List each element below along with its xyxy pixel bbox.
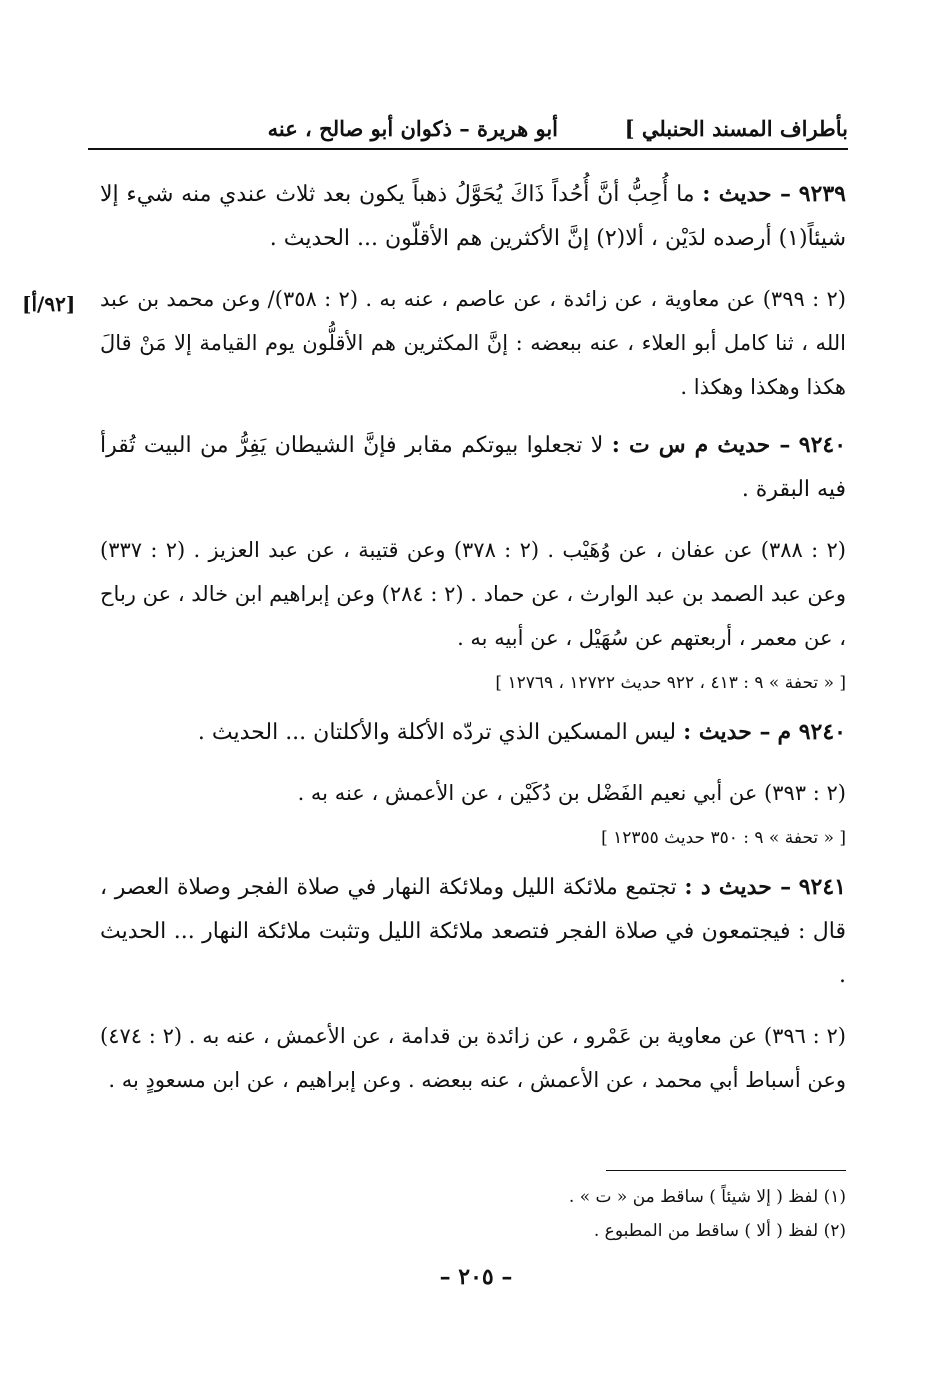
entry-text: ليس المسكين الذي تردّه الأكلة والأكلتان ... الحديث . bbox=[197, 720, 677, 745]
entry-sources: (٢ : ٣٩٣) عن أبي نعيم الفَضْل بن دُكَيْن ، عن الأعمش ، عنه به . bbox=[297, 781, 846, 805]
entry-keyword: – حديث م س ت : bbox=[611, 432, 791, 458]
entry-sources: (٢ : ٣٨٨) عن عفان ، عن وُهَيْب . (٢ : ٣٧٨) وعن قتيبة ، عن عبد العزيز . (٢ : ٣٣٧) وعن عبد الصمد بن عبد الوارث ، عن حماد . (٢ : ٢٨٤) وعن إبراهيم ابن خالد ، عن رباح ، عن معمر ، أربعتهم عن سُهَيْل ، عن أبيه به . bbox=[100, 538, 847, 650]
entry-number: ٩٢٣٩ bbox=[798, 181, 846, 207]
entry-text: ما أُحِبُّ أنَّ أُحُداً ذَاكَ يُحَوَّلُ ذهباً يكون بعد ثلاث عندي منه شيء إلا شيئاً(١) أرصده لدَيْن ، ألا(٢) إنَّ الأكثرين هم الأقلّون ... الحديث . bbox=[100, 182, 846, 251]
tuhfa-reference: [ « تحفة » ٩ : ٣٥٠ حديث ١٢٣٥٥ ] bbox=[601, 828, 846, 848]
entry-text: تجتمع ملائكة الليل وملائكة النهار في صلاة الفجر وصلاة العصر ، قال : فيجتمعون في صلاة الفجر فتصعد ملائكة الليل وتثبت ملائكة النهار ... الحديث . bbox=[100, 875, 846, 988]
tuhfa-reference: [ « تحفة » ٩ : ٤١٣ ، ٩٢٢ حديث ١٢٧٢٢ ، ١٢٧٦٩ ] bbox=[495, 673, 846, 693]
entry-number: ٩٢٤٠ bbox=[798, 432, 847, 458]
entry-keyword: – حديث : bbox=[702, 181, 792, 207]
margin-folio-note: [٩٢/أ] bbox=[22, 292, 76, 316]
entry-sources: (٢ : ٣٩٩) عن معاوية ، عن زائدة ، عن عاصم ، عنه به . (٢ : ٣٥٨)/ وعن محمد بن عبد الله ، ثنا كامل أبو العلاء ، عنه ببعضه : إنَّ المكثرين هم الأقلُّون يوم القيامة إلا مَنْ قالَ هكذا وهكذا وهكذا . bbox=[100, 287, 846, 399]
entry-number: ٩٢٤٠ م bbox=[777, 719, 846, 745]
hadith-entry bbox=[100, 865, 846, 998]
footnote-divider bbox=[606, 1170, 846, 1171]
hadith-entry bbox=[100, 710, 846, 755]
footnotes bbox=[246, 1180, 846, 1248]
footnote: (١) لفظ ( إلا شيئاً ) ساقط من « ت » . bbox=[568, 1187, 846, 1207]
entry-keyword: – حديث د : bbox=[684, 874, 792, 900]
header-section-title: أبو هريرة – ذكوان أبو صالح ، عنه bbox=[267, 116, 558, 141]
main-text bbox=[100, 172, 846, 1116]
hadith-entry bbox=[100, 423, 846, 512]
entry-sources: (٢ : ٣٩٦) عن معاوية بن عَمْرو ، عن زائدة بن قدامة ، عن الأعمش ، عنه به . (٢ : ٤٧٤) وعن أسباط أبي محمد ، عن الأعمش ، عنه ببعضه . وعن إبراهيم ، عن ابن مسعودٍ به . bbox=[100, 1024, 846, 1092]
entry-number: ٩٢٤١ bbox=[798, 874, 846, 900]
page-number: – ٢٠٥ – bbox=[439, 1264, 513, 1290]
hadith-entry bbox=[100, 172, 846, 261]
header-book-title: بأطراف المسند الحنبلي ] bbox=[624, 116, 848, 141]
entry-keyword: – حديث : bbox=[683, 719, 771, 745]
footnote: (٢) لفظ ( ألا ) ساقط من المطبوع . bbox=[593, 1221, 846, 1241]
running-header bbox=[88, 110, 848, 150]
entry-text: لا تجعلوا بيوتكم مقابر فإنَّ الشيطان يَفِرُّ من البيت تُقرأ فيه البقرة . bbox=[100, 433, 846, 502]
